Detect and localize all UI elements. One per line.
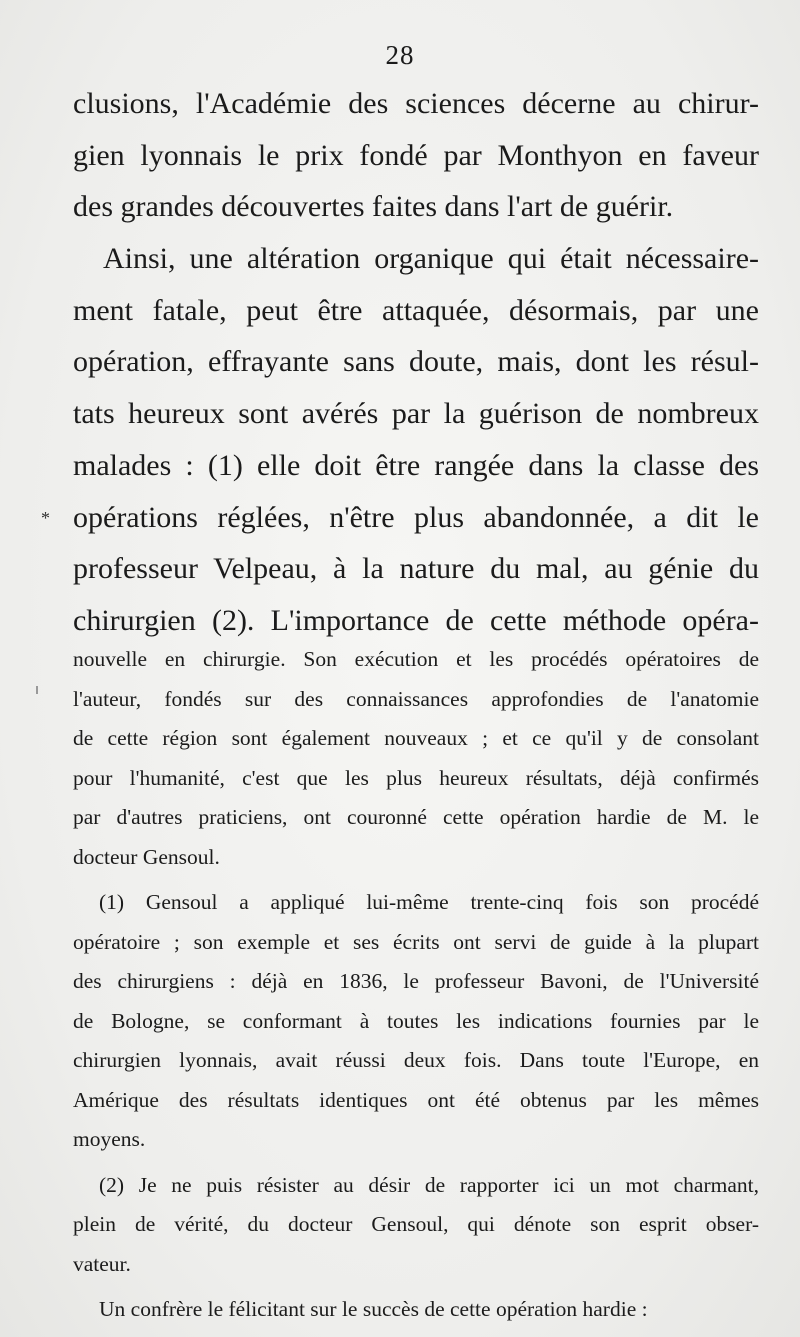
footnote-1-line: Amérique des résultats identiques ont été obtenus par les mêmes — [73, 1087, 759, 1112]
margin-mark: * — [41, 508, 50, 528]
footnote-1-line: moyens. — [73, 1127, 146, 1151]
footnote-1-line: opératoire ; son exemple et ses écrits ont servi de guide à la plupart — [73, 929, 759, 954]
footnote-1-line: (1) Gensoul a appliqué lui-même trente-cinq fois son procédé — [99, 890, 759, 914]
main-text-line: tats heureux sont avérés par la guérison de nombreux — [73, 397, 759, 431]
main-text-line: clusions, l'Académie des sciences décerne au chirur- — [73, 87, 759, 120]
footnote-continuation-line: l'auteur, fondés sur des connaissances approfondies de l'anatomie — [73, 686, 759, 711]
main-text-line: opération, effrayante sans doute, mais, dont les résul- — [73, 345, 759, 379]
footnote-continuation-line: par d'autres praticiens, ont couronné cette opération hardie de M. le — [73, 805, 759, 829]
footnote-1-line: de Bologne, se conformant à toutes les indications fournies par le — [73, 1008, 759, 1033]
footnote-2-line: (2) Je ne puis résister au désir de rapporter ici un mot charmant, — [99, 1172, 759, 1197]
footnote-2-continuation-line: Un confrère le félicitant sur le succès de cette opération hardie : — [99, 1297, 648, 1321]
main-text-line: chirurgien (2). L'importance de cette méthode opéra- — [73, 603, 759, 637]
main-text-line: opérations réglées, n'être plus abandonnée, a dit le — [73, 500, 759, 534]
main-text-line: des grandes découvertes faites dans l'art de guérir. — [73, 190, 674, 224]
main-text — [73, 78, 759, 647]
footnote-2-line: plein de vérité, du docteur Gensoul, qui dénote son esprit obser- — [73, 1212, 759, 1236]
page-number: 28 — [385, 40, 415, 70]
footnote-1-line: chirurgien lyonnais, avait réussi deux fois. Dans toute l'Europe, en — [73, 1048, 759, 1072]
footnote-2-line: vateur. — [73, 1251, 131, 1276]
footnote-continuation-line: nouvelle en chirurgie. Son exécution et les procédés opératoires de — [73, 647, 759, 671]
main-text-line: ment fatale, peut être attaquée, désormais, par une — [73, 293, 759, 327]
main-text-line: malades : (1) elle doit être rangée dans la classe des — [73, 448, 759, 482]
footnote-1-line: des chirurgiens : déjà en 1836, le professeur Bavoni, de l'Université — [73, 969, 759, 993]
margin-tick — [36, 686, 38, 694]
footnotes — [73, 640, 759, 1330]
main-text-line: Ainsi, une altération organique qui était nécessaire- — [103, 242, 759, 276]
footnote-continuation-line: de cette région sont également nouveaux ; et ce qu'il y de consolant — [73, 726, 759, 750]
footnote-continuation-line: pour l'humanité, c'est que les plus heureux résultats, déjà confirmés — [73, 765, 759, 790]
footnote-continuation-line: docteur Gensoul. — [73, 844, 220, 869]
main-text-line: gien lyonnais le prix fondé par Monthyon en faveur — [73, 138, 759, 172]
main-text-line: professeur Velpeau, à la nature du mal, au génie du — [73, 552, 759, 586]
